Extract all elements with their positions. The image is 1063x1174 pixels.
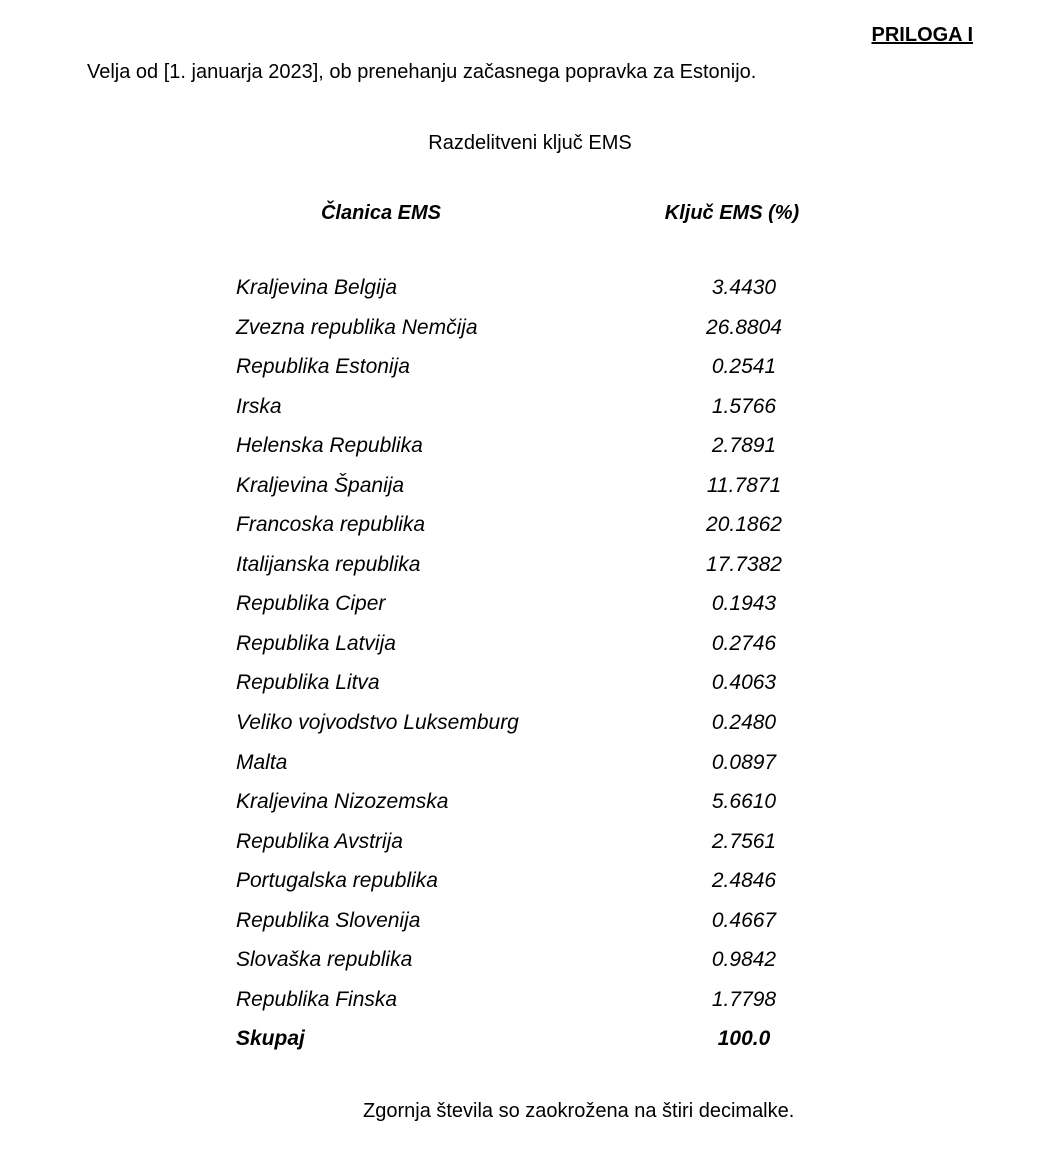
table-row <box>236 909 856 949</box>
member-key-value: 0.4063 <box>711 671 777 695</box>
total-value: 100.0 <box>717 1027 771 1051</box>
member-key-value: 0.1943 <box>711 592 777 616</box>
table-row <box>236 671 856 711</box>
member-key-value: 0.2480 <box>711 711 777 735</box>
member-name: Republika Finska <box>236 987 398 1011</box>
member-name: Slovaška republika <box>236 948 413 972</box>
member-key-value: 3.4430 <box>711 276 777 299</box>
member-name: Kraljevina Španija <box>236 473 405 497</box>
member-name: Republika Avstrija <box>236 829 403 853</box>
table-row <box>236 316 856 356</box>
member-key-value: 0.9842 <box>711 948 777 972</box>
table-row <box>236 632 856 672</box>
table-row <box>236 790 856 830</box>
member-name: Veliko vojvodstvo Luksemburg <box>236 711 519 735</box>
member-key-value: 1.5766 <box>711 394 777 418</box>
member-name: Portugalska republika <box>236 869 438 893</box>
footnote: Zgornja števila so zaokrožena na štiri decimalke. <box>363 1100 795 1122</box>
table-row <box>236 711 856 751</box>
member-key-value: 26.8804 <box>706 315 782 339</box>
member-name: Helenska Republika <box>236 434 423 458</box>
table-row <box>236 355 856 395</box>
member-key-value: 11.7871 <box>706 473 782 497</box>
ems-key-table <box>236 202 856 1067</box>
table-row <box>236 988 856 1028</box>
member-name: Italijanska republika <box>236 552 421 576</box>
table-row <box>236 553 856 593</box>
member-name: Republika Litva <box>236 671 380 695</box>
table-row <box>236 869 856 909</box>
validity-text: Velja od [1. januarja 2023], ob prenehanju začasnega popravka za Estonijo. <box>87 61 757 83</box>
member-name: Republika Ciper <box>236 592 386 616</box>
member-key-value: 2.7891 <box>711 434 777 458</box>
annex-label: PRILOGA I <box>871 24 973 46</box>
table-caption: Razdelitveni ključ EMS <box>428 132 632 154</box>
total-label: Skupaj <box>236 1027 305 1051</box>
member-key-value: 2.7561 <box>711 829 777 853</box>
member-name: Irska <box>236 394 282 418</box>
table-row <box>236 434 856 474</box>
member-name: Francoska republika <box>236 513 426 537</box>
member-name: Kraljevina Nizozemska <box>236 790 449 814</box>
table-row-total <box>236 1027 856 1067</box>
table-row <box>236 513 856 553</box>
member-key-value: 0.2746 <box>711 631 777 655</box>
header-member: Članica EMS <box>320 202 442 224</box>
table-row <box>236 276 856 316</box>
table-row <box>236 751 856 791</box>
header-key: Ključ EMS (%) <box>664 202 800 224</box>
table-row <box>236 592 856 632</box>
table-body <box>236 276 856 1027</box>
member-key-value: 0.2541 <box>711 355 777 379</box>
table-row <box>236 948 856 988</box>
table-row <box>236 474 856 514</box>
member-name: Republika Estonija <box>236 355 410 379</box>
member-key-value: 0.0897 <box>711 750 777 774</box>
member-name: Malta <box>236 750 288 774</box>
member-key-value: 5.6610 <box>711 790 777 814</box>
member-name: Republika Latvija <box>236 631 396 655</box>
member-name: Republika Slovenija <box>236 908 421 932</box>
table-row <box>236 830 856 870</box>
table-header <box>236 202 856 230</box>
table-row <box>236 395 856 435</box>
member-key-value: 20.1862 <box>706 513 782 537</box>
member-key-value: 1.7798 <box>711 987 777 1011</box>
member-key-value: 17.7382 <box>706 552 782 576</box>
member-name: Kraljevina Belgija <box>236 276 398 299</box>
member-name: Zvezna republika Nemčija <box>236 315 478 339</box>
member-key-value: 0.4667 <box>711 908 777 932</box>
member-key-value: 2.4846 <box>711 869 777 893</box>
